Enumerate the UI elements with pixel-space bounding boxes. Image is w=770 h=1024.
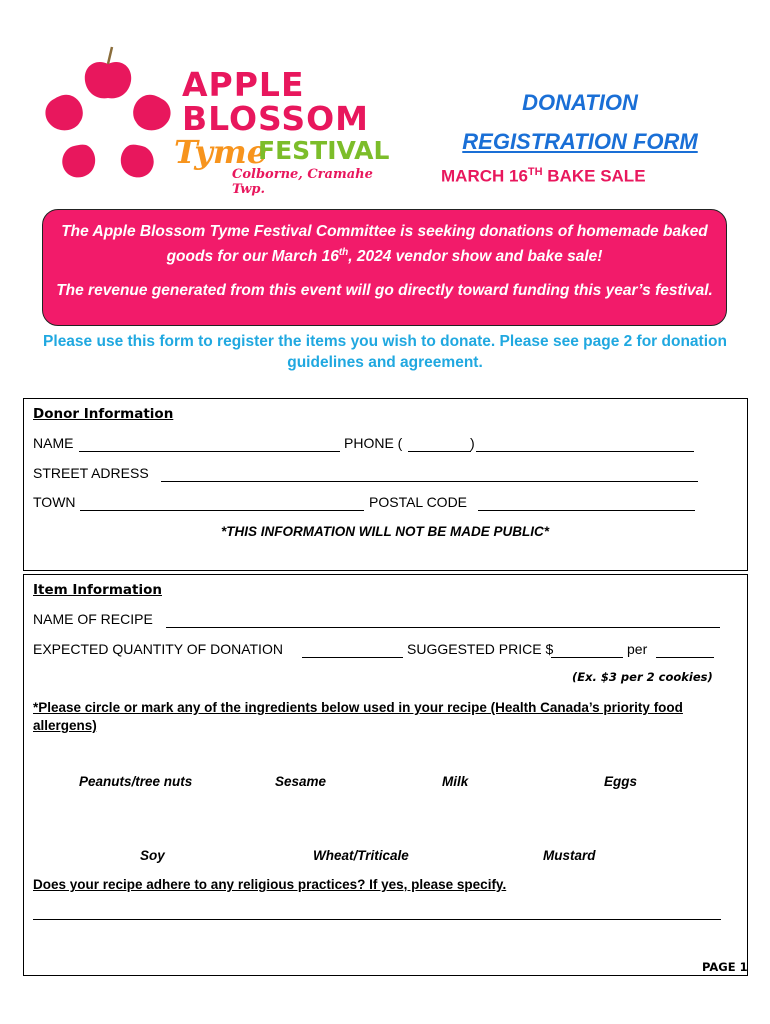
street-address-label: STREET ADRESS — [33, 465, 149, 481]
banner-paragraph-1: The Apple Blossom Tyme Festival Committee is seeking donations of homemade baked goods for our March 16th, 2024 vendor show and bake sale! — [61, 223, 708, 266]
religious-practices-question: Does your recipe adhere to any religious practices? If yes, please specify. — [33, 877, 507, 892]
donation-request-banner — [42, 209, 727, 326]
banner-paragraph-2: The revenue generated from this event will go directly toward funding this year’s festival. — [56, 282, 713, 300]
allergen-wheat[interactable]: Wheat/Triticale — [313, 848, 409, 863]
logo-location: Colborne, Cramahe Twp. — [232, 167, 373, 197]
town-field[interactable] — [80, 510, 364, 511]
town-label: TOWN — [33, 494, 76, 510]
form-instructions: Please use this form to register the items you wish to donate. Please see page 2 for donation guidelines and agreement. — [43, 333, 727, 371]
form-title-line1: DONATION — [522, 90, 638, 115]
postal-code-field[interactable] — [478, 510, 695, 511]
quantity-field[interactable] — [302, 657, 403, 658]
price-unit-field[interactable] — [656, 657, 714, 658]
festival-logo — [36, 44, 396, 197]
recipe-name-field[interactable] — [166, 627, 720, 628]
recipe-name-label: NAME OF RECIPE — [33, 611, 153, 627]
logo-text-apple: APPLE — [182, 65, 305, 104]
allergen-soy[interactable]: Soy — [140, 848, 165, 863]
postal-code-label: POSTAL CODE — [369, 494, 468, 510]
quantity-label: EXPECTED QUANTITY OF DONATION — [33, 641, 283, 657]
religious-practices-field[interactable] — [33, 919, 721, 920]
phone-label: PHONE ( — [344, 435, 403, 451]
phone-number-field[interactable] — [476, 451, 694, 452]
name-field[interactable] — [79, 451, 340, 452]
item-section-title: Item Information — [33, 582, 162, 598]
phone-close-paren: ) — [470, 435, 475, 451]
event-subtitle: MARCH 16TH BAKE SALE — [441, 166, 646, 186]
name-label: NAME — [33, 435, 74, 451]
phone-area-code-field[interactable] — [408, 451, 471, 452]
allergen-sesame[interactable]: Sesame — [275, 774, 327, 789]
donor-information-section — [23, 398, 748, 571]
price-example: (Ex. $3 per 2 cookies) — [572, 670, 713, 684]
allergen-eggs[interactable]: Eggs — [604, 774, 638, 789]
allergen-mustard[interactable]: Mustard — [543, 848, 596, 863]
page-number: PAGE 1 — [702, 960, 748, 974]
form-title-line2: REGISTRATION FORM — [462, 129, 698, 154]
suggested-price-label: SUGGESTED PRICE $ — [407, 641, 554, 657]
item-information-section — [23, 574, 748, 976]
per-label: per — [627, 641, 648, 657]
privacy-note: *THIS INFORMATION WILL NOT BE MADE PUBLIC* — [221, 524, 549, 539]
allergen-instructions: *Please circle or mark any of the ingredients below used in your recipe (Health Canada’s priority food allergens) — [33, 700, 683, 733]
allergen-peanuts[interactable]: Peanuts/tree nuts — [79, 774, 193, 789]
street-address-field[interactable] — [161, 481, 698, 482]
allergen-milk[interactable]: Milk — [442, 774, 469, 789]
logo-text-tyme: Tyme — [174, 133, 268, 171]
price-field[interactable] — [551, 657, 623, 658]
logo-text-festival: FESTIVAL — [258, 136, 390, 165]
donor-section-title: Donor Information — [33, 406, 174, 422]
logo-text-blossom: BLOSSOM — [182, 99, 370, 138]
apple-blossom-flower-icon — [36, 44, 186, 189]
